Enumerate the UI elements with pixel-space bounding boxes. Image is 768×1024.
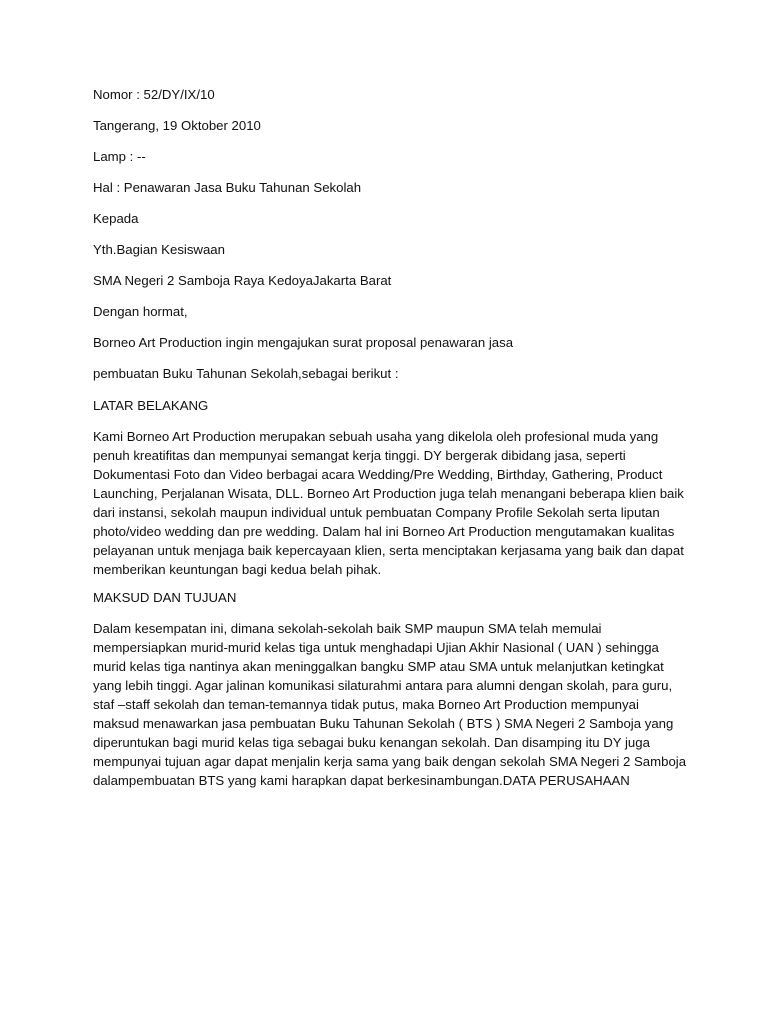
paragraph-line: Kami Borneo Art Production merupakan sebuah usaha yang dikelola oleh profesional muda yang [93, 429, 659, 444]
paragraph-line: penuh kreatifitas dan mempunyai semangat kerja tinggi. DY bergerak dibidang jasa, seperti [93, 448, 626, 463]
paragraph-line: dalampembuatan BTS yang kami harapkan dapat berkesinambungan.DATA PERUSAHAAN [93, 773, 630, 788]
background-paragraph [93, 427, 693, 579]
paragraph-line: staf –staff sekolah dan teman-temannya tidak putus, maka Borneo Art Production mempunyai [93, 697, 639, 712]
paragraph-line: Launching, Perjalanan Wisata, DLL. Borneo Art Production juga telah menangani beberapa klien baik [93, 486, 684, 501]
paragraph-line: murid kelas tiga nantinya akan meninggalkan bangku SMP atau SMA untuk melanjutkan ketingkat [93, 659, 664, 674]
paragraph-line: diperuntukan bagi murid kelas tiga sebagai buku kenangan sekolah. Dan disamping itu DY juga [93, 735, 650, 750]
paragraph-line: memberikan keuntungan bagi kedua belah pihak. [93, 562, 382, 577]
paragraph-line: Dalam kesempatan ini, dimana sekolah-sekolah baik SMP maupun SMA telah memulai [93, 621, 602, 636]
purpose-paragraph [93, 619, 693, 790]
paragraph-line: Dokumentasi Foto dan Video berbagai acara Wedding/Pre Wedding, Birthday, Gathering, Product [93, 467, 663, 482]
paragraph-line: maksud menawarkan jasa pembuatan Buku Tahunan Sekolah ( BTS ) SMA Negeri 2 Samboja yang [93, 716, 674, 731]
intro-line-2: pembuatan Buku Tahunan Sekolah,sebagai berikut : [93, 366, 399, 381]
letter-number: Nomor : 52/DY/IX/10 [93, 87, 215, 102]
paragraph-line: pelayanan untuk menjaga baik kepercayaan klien, serta menciptakan kerjasama yang baik dan dapat [93, 543, 684, 558]
attachment-line: Lamp : -- [93, 149, 146, 164]
paragraph-line: photo/video wedding dan pre wedding. Dalam hal ini Borneo Art Production mengutamakan kualitas [93, 524, 675, 539]
subject-line: Hal : Penawaran Jasa Buku Tahunan Sekolah [93, 180, 362, 195]
paragraph-line: yang lebih tinggi. Agar jalinan komunikasi silaturahmi antara para alumni dengan skolah, para guru, [93, 678, 673, 693]
addressee-label: Kepada [93, 211, 139, 226]
intro-line-1: Borneo Art Production ingin mengajukan surat proposal penawaran jasa [93, 335, 514, 350]
section-heading-background: LATAR BELAKANG [93, 398, 209, 413]
section-heading-purpose: MAKSUD DAN TUJUAN [93, 590, 237, 605]
recipient-line: Yth.Bagian Kesiswaan [93, 242, 225, 257]
recipient-address: SMA Negeri 2 Samboja Raya KedoyaJakarta Barat [93, 273, 392, 288]
paragraph-line: mempersiapkan murid-murid kelas tiga untuk menghadapi Ujian Akhir Nasional ( UAN ) sehingga [93, 640, 659, 655]
greeting: Dengan hormat, [93, 304, 188, 319]
paragraph-line: dari instansi, sekolah maupun individual untuk pembuatan Company Profile Sekolah serta liputan [93, 505, 660, 520]
paragraph-line: mempunyai tujuan agar dapat menjalin kerja sama yang baik dengan sekolah SMA Negeri 2 Samboja [93, 754, 687, 769]
place-date: Tangerang, 19 Oktober 2010 [93, 118, 261, 133]
